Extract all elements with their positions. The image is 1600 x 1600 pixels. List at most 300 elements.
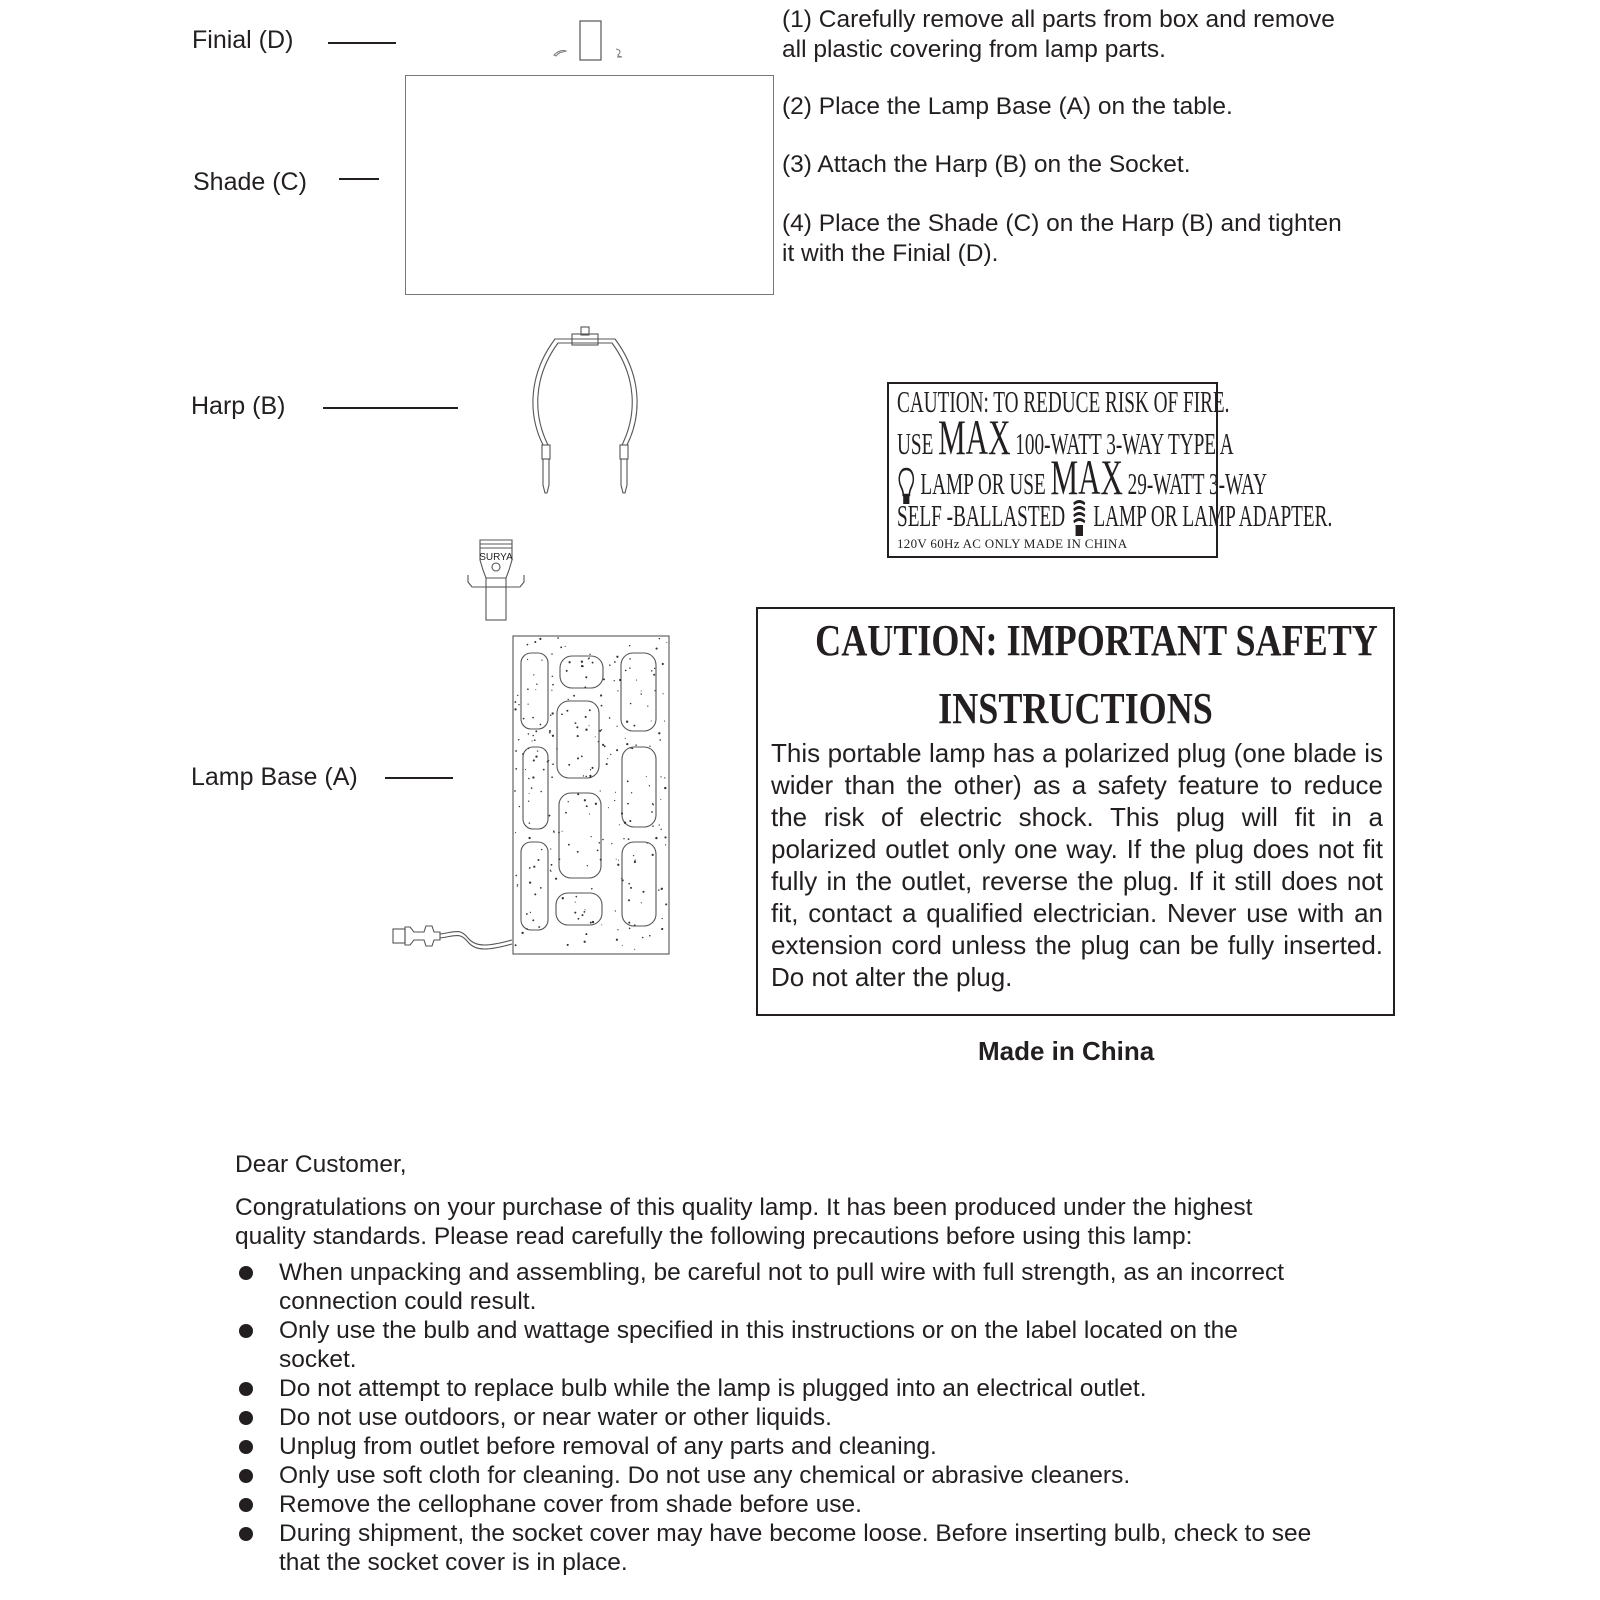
speckle — [616, 656, 618, 658]
speckle — [562, 897, 564, 899]
plug-body — [405, 926, 440, 946]
speckle — [634, 861, 636, 863]
bullet-icon — [239, 1324, 253, 1338]
speckle — [647, 843, 648, 844]
speckle — [532, 776, 534, 778]
speckle — [529, 822, 530, 823]
speckle — [617, 864, 619, 866]
speckle — [589, 725, 590, 726]
speckle — [653, 674, 655, 676]
speckle — [591, 767, 593, 769]
speckle — [665, 903, 667, 905]
caution-label-line-4: SELF -BALLASTED LAMP OR LAMP ADAPTER. — [897, 498, 1332, 539]
speckle — [514, 708, 516, 710]
speckle — [568, 844, 570, 846]
speckle — [549, 730, 551, 732]
speckle — [629, 927, 631, 929]
speckle — [595, 803, 597, 805]
speckle — [533, 866, 535, 868]
speckle — [649, 746, 650, 747]
speckle — [658, 732, 660, 734]
speckle — [627, 780, 629, 782]
speckle — [528, 704, 529, 705]
speckle — [651, 811, 653, 813]
cutout — [521, 653, 548, 729]
speckle — [606, 763, 608, 765]
speckle — [550, 848, 551, 849]
speckle — [555, 878, 557, 880]
speckle — [527, 688, 529, 690]
speckle — [540, 887, 542, 889]
speckle — [591, 888, 593, 890]
speckle — [553, 830, 555, 832]
finial-body — [580, 21, 601, 60]
speckle — [602, 839, 604, 841]
safety-instructions-box — [756, 607, 1395, 1016]
speckle — [625, 738, 626, 739]
speckle — [628, 922, 630, 924]
speckle — [515, 750, 517, 752]
plug-prongs — [393, 929, 405, 943]
speckle — [603, 678, 605, 680]
speckle — [629, 820, 631, 822]
speckle — [585, 676, 587, 678]
speckle — [660, 776, 661, 777]
speckle — [551, 776, 553, 778]
speckle — [527, 644, 529, 646]
speckle — [552, 763, 554, 765]
step-1-line-2: all plastic covering from lamp parts. — [782, 36, 1166, 63]
speckle — [540, 724, 542, 726]
speckle — [559, 858, 561, 860]
leader-line-shade — [339, 178, 379, 180]
speckle — [640, 693, 641, 694]
speckle — [535, 755, 537, 757]
speckle — [528, 778, 530, 780]
speckle — [586, 776, 588, 778]
speckle — [548, 760, 549, 761]
speckle — [519, 806, 520, 807]
speckle — [526, 913, 528, 915]
step-4-line-2: it with the Finial (D). — [782, 240, 999, 267]
safety-body-text: This portable lamp has a polarized plug (one blade is wider than the other) as a safety feature to reduce the risk of electric shock. This plug will fit in a polarized outlet only one way. If the plug does not fit fully in the outlet, reverse the plug. If it still does not fit, contact a qualified electrician. Never use with an extension cord unless the plug can be fully inserted. Do not alter the plug. — [771, 738, 1383, 992]
finial-drawing — [550, 18, 630, 63]
speckle — [568, 764, 570, 766]
harp-leg-right — [621, 459, 627, 493]
speckle — [567, 699, 568, 700]
speckle — [523, 718, 525, 720]
speckle — [622, 945, 623, 946]
step-4 — [782, 209, 1342, 269]
step-1 — [782, 5, 1335, 65]
speckle — [576, 896, 578, 898]
precaution-item: Only use soft cloth for cleaning. Do not use any chemical or abrasive cleaners. — [235, 1461, 1395, 1490]
speckle — [565, 812, 567, 814]
speckle — [627, 803, 629, 805]
part-label-finial: Finial (D) — [192, 26, 294, 54]
speckle — [566, 710, 568, 712]
speckle — [662, 663, 664, 665]
speckle — [534, 893, 536, 895]
speckle — [614, 680, 615, 681]
speckle — [601, 705, 603, 707]
socket-drawing — [468, 540, 524, 587]
speckle — [547, 761, 549, 763]
speckle — [514, 701, 516, 703]
speckle — [622, 879, 624, 881]
speckle — [589, 814, 590, 815]
speckle — [551, 864, 553, 866]
speckle — [660, 799, 661, 800]
speckle — [614, 800, 615, 801]
cfl-bulb-icon — [1070, 499, 1089, 539]
speckle — [543, 769, 545, 771]
speckle — [525, 769, 526, 770]
speckle — [621, 878, 622, 879]
speckle — [529, 867, 530, 868]
speckle — [616, 749, 618, 751]
speckle — [654, 668, 655, 669]
caution-label-line-3: LAMP OR USE MAX 29-WATT 3-WAY — [897, 458, 1267, 507]
speckle — [584, 909, 585, 910]
speckle — [535, 730, 537, 732]
speckle — [664, 777, 665, 778]
letter-greeting: Dear Customer, — [235, 1151, 407, 1178]
speckle — [634, 949, 635, 950]
precaution-item: Unplug from outlet before removal of any parts and cleaning. — [235, 1432, 1395, 1461]
speckle — [617, 690, 618, 691]
speckle — [633, 725, 635, 727]
speckle — [567, 944, 569, 946]
speckle — [551, 690, 552, 691]
speckle — [662, 918, 663, 919]
speckle — [615, 792, 616, 793]
speckle — [541, 849, 542, 850]
speckle — [607, 758, 608, 759]
harp-leg-left — [543, 459, 549, 493]
safety-title-line-2: INSTRUCTIONS — [938, 684, 1213, 733]
speckle — [634, 924, 636, 926]
speckle — [641, 902, 642, 903]
speckle — [656, 648, 658, 650]
speckle — [651, 720, 652, 721]
speckle — [584, 799, 586, 801]
caution-label-line-5: 120V 60Hz AC ONLY MADE IN CHINA — [897, 536, 1128, 551]
speckle — [664, 787, 666, 789]
speckle — [528, 837, 530, 839]
speckle — [641, 690, 642, 691]
speckle — [665, 844, 666, 845]
speckle — [624, 822, 626, 824]
bullet-icon — [239, 1469, 253, 1483]
speckle — [592, 662, 594, 664]
speckle — [590, 769, 591, 770]
speckle — [534, 739, 536, 741]
speckle — [530, 912, 531, 913]
cutout — [523, 747, 548, 829]
speckle — [661, 928, 663, 930]
speckle — [636, 680, 637, 681]
speckle — [647, 706, 648, 707]
speckle — [599, 842, 601, 844]
speckle — [615, 910, 616, 911]
cutout — [622, 747, 656, 827]
speckle — [532, 740, 533, 741]
lamp-base-block-drawing — [512, 635, 672, 955]
speckle — [654, 690, 655, 691]
speckle — [609, 717, 611, 719]
max-wattage-emphasis: MAX — [938, 409, 1011, 465]
finial-washer-right — [616, 49, 622, 57]
harp-drawing — [530, 325, 640, 505]
speckle — [663, 693, 664, 694]
letter-intro — [235, 1193, 1252, 1251]
speckle — [577, 793, 579, 795]
speckle — [581, 661, 583, 663]
speckle — [630, 703, 631, 704]
speckle — [581, 914, 583, 916]
speckle — [618, 860, 619, 861]
speckle — [608, 807, 609, 808]
speckle — [529, 881, 531, 883]
speckle — [652, 825, 654, 827]
speckle — [566, 670, 568, 672]
speckle — [633, 855, 634, 856]
speckle — [588, 658, 589, 659]
speckle — [659, 638, 660, 639]
bullet-icon — [239, 1266, 253, 1280]
speckle — [660, 829, 661, 830]
speckle — [552, 676, 553, 677]
speckle — [609, 664, 611, 666]
speckle — [600, 790, 601, 791]
speckle — [535, 689, 536, 690]
speckle — [561, 713, 563, 715]
speckle — [551, 653, 553, 655]
speckle — [628, 838, 630, 840]
speckle — [532, 735, 534, 737]
speckle — [591, 836, 592, 837]
speckle — [597, 850, 599, 852]
speckle — [557, 637, 559, 639]
speckle — [550, 715, 552, 717]
speckle — [515, 832, 516, 833]
bullet-icon — [239, 1440, 253, 1454]
speckle — [632, 748, 634, 750]
speckle — [550, 870, 551, 871]
speckle — [587, 865, 588, 866]
safety-title-line-1: CAUTION: IMPORTANT SAFETY — [815, 616, 1378, 665]
speckle — [659, 739, 661, 741]
speckle — [621, 812, 623, 814]
harp-arm-outer — [533, 339, 637, 445]
speckle — [653, 804, 654, 805]
speckle — [538, 859, 540, 861]
speckle — [617, 929, 618, 930]
lamp-neck — [486, 587, 506, 620]
precaution-item: Only use the bulb and wattage specified in this instructions or on the label located on the socket. — [235, 1316, 1395, 1374]
speckle — [666, 642, 667, 643]
speckle — [527, 659, 528, 660]
speckle — [598, 741, 599, 742]
speckle — [537, 750, 538, 751]
speckle — [577, 757, 579, 759]
speckle — [628, 899, 630, 901]
speckle — [575, 722, 577, 724]
speckle — [558, 832, 560, 834]
speckle — [629, 667, 630, 668]
speckle — [619, 824, 620, 825]
speckle — [521, 932, 523, 934]
speckle — [552, 735, 554, 737]
step-4-line-1: (4) Place the Shade (C) on the Harp (B) and tighten — [782, 210, 1342, 237]
part-label-lamp-base: Lamp Base (A) — [191, 763, 358, 791]
precautions-list — [235, 1258, 1395, 1577]
step-1-line-1: (1) Carefully remove all parts from box and remove — [782, 6, 1335, 33]
precaution-item: During shipment, the socket cover may have become loose. Before inserting bulb, check to see that the socket cover is in place. — [235, 1519, 1395, 1577]
speckle — [515, 875, 517, 877]
speckle — [634, 860, 635, 861]
speckle — [601, 729, 602, 730]
speckle — [526, 928, 527, 929]
speckle — [661, 888, 663, 890]
speckle — [517, 886, 518, 887]
leader-line-harp — [323, 407, 458, 409]
speckle — [528, 801, 529, 802]
max-cfl-emphasis: MAX — [1050, 449, 1123, 505]
speckle — [578, 918, 580, 920]
speckle — [576, 726, 578, 728]
speckle — [575, 902, 576, 903]
made-in-label: Made in China — [978, 1036, 1155, 1066]
speckle — [590, 776, 592, 778]
speckle — [616, 726, 617, 727]
speckle — [664, 836, 666, 838]
speckle — [602, 744, 604, 746]
step-3-line-1: (3) Attach the Harp (B) on the Socket. — [782, 151, 1191, 178]
step-2-line-1: (2) Place the Lamp Base (A) on the table. — [782, 93, 1233, 120]
cord — [440, 932, 512, 946]
speckle — [517, 884, 519, 886]
speckle — [630, 887, 632, 889]
letter-intro-line-2: quality standards. Please read carefully the following precautions before using this lamp: — [235, 1223, 1193, 1250]
letter-intro-line-1: Congratulations on your purchase of this quality lamp. It has been produced under the highest — [235, 1194, 1253, 1221]
speckle — [556, 748, 557, 749]
speckle — [625, 670, 627, 672]
speckle — [664, 721, 665, 722]
part-label-shade: Shade (C) — [193, 168, 307, 196]
speckle — [599, 730, 601, 732]
speckle — [568, 661, 570, 663]
speckle — [616, 859, 617, 860]
speckle — [658, 889, 660, 891]
speckle — [522, 753, 524, 755]
speckle — [538, 926, 540, 928]
speckle — [649, 935, 651, 937]
speckle — [600, 859, 602, 861]
cutout — [557, 701, 599, 778]
speckle — [646, 776, 647, 777]
speckle — [514, 790, 516, 792]
speckle — [515, 768, 517, 770]
speckle — [642, 937, 644, 939]
speckle — [655, 837, 657, 839]
speckle — [518, 704, 519, 705]
harp-arm-inner — [538, 343, 632, 445]
speckle — [529, 793, 530, 794]
speckle — [586, 805, 588, 807]
speckle — [581, 665, 583, 667]
cutout — [622, 842, 656, 926]
caution-label-line-2: USE MAX 100-WATT 3-WAY TYPE A — [897, 409, 1234, 465]
speckle — [651, 670, 653, 672]
speckle — [565, 646, 566, 647]
speckle — [626, 721, 628, 723]
caution-label — [887, 382, 1333, 558]
power-cord-drawing — [390, 920, 520, 960]
speckle — [614, 661, 616, 663]
speckle — [649, 785, 650, 786]
speckle — [568, 801, 569, 802]
cutout — [621, 653, 656, 731]
speckle — [574, 912, 576, 914]
bullet-icon — [239, 1498, 253, 1512]
speckle — [518, 739, 520, 741]
speckle — [553, 832, 554, 833]
speckle — [552, 712, 554, 714]
speckle — [532, 717, 534, 719]
speckle — [589, 709, 591, 711]
bullet-icon — [239, 1382, 253, 1396]
speckle — [528, 733, 530, 735]
bullet-icon — [239, 1411, 253, 1425]
speckle — [631, 792, 632, 793]
precaution-item: Remove the cellophane cover from shade before use. — [235, 1490, 1395, 1519]
speckle — [629, 658, 631, 660]
speckle — [584, 941, 586, 943]
speckle — [652, 854, 654, 856]
speckle — [585, 729, 587, 731]
speckle — [616, 939, 618, 941]
speckle — [540, 791, 542, 793]
speckle — [552, 684, 554, 686]
speckle — [517, 695, 518, 696]
speckle — [630, 747, 631, 748]
speckle — [534, 641, 536, 643]
speckle — [533, 674, 534, 675]
speckle — [610, 754, 611, 755]
precaution-item: Do not use outdoors, or near water or other liquids. — [235, 1403, 1395, 1432]
speckle — [619, 679, 621, 681]
precaution-item: Do not attempt to replace bulb while the lamp is plugged into an electrical outlet. — [235, 1374, 1395, 1403]
speckle — [539, 638, 541, 640]
cutout — [559, 793, 601, 878]
speckle — [533, 759, 535, 761]
speckle — [590, 922, 592, 924]
speckle — [536, 683, 537, 684]
speckle — [583, 775, 584, 776]
shade-drawing — [405, 75, 774, 295]
speckle — [531, 787, 533, 789]
speckle — [584, 686, 586, 688]
speckle — [585, 933, 587, 935]
harp-sleeve-right — [620, 445, 628, 459]
part-label-harp: Harp (B) — [191, 392, 286, 420]
speckle — [595, 736, 596, 737]
socket-brand: SURYA — [479, 552, 513, 563]
speckle — [642, 891, 644, 893]
speckle — [589, 654, 590, 655]
